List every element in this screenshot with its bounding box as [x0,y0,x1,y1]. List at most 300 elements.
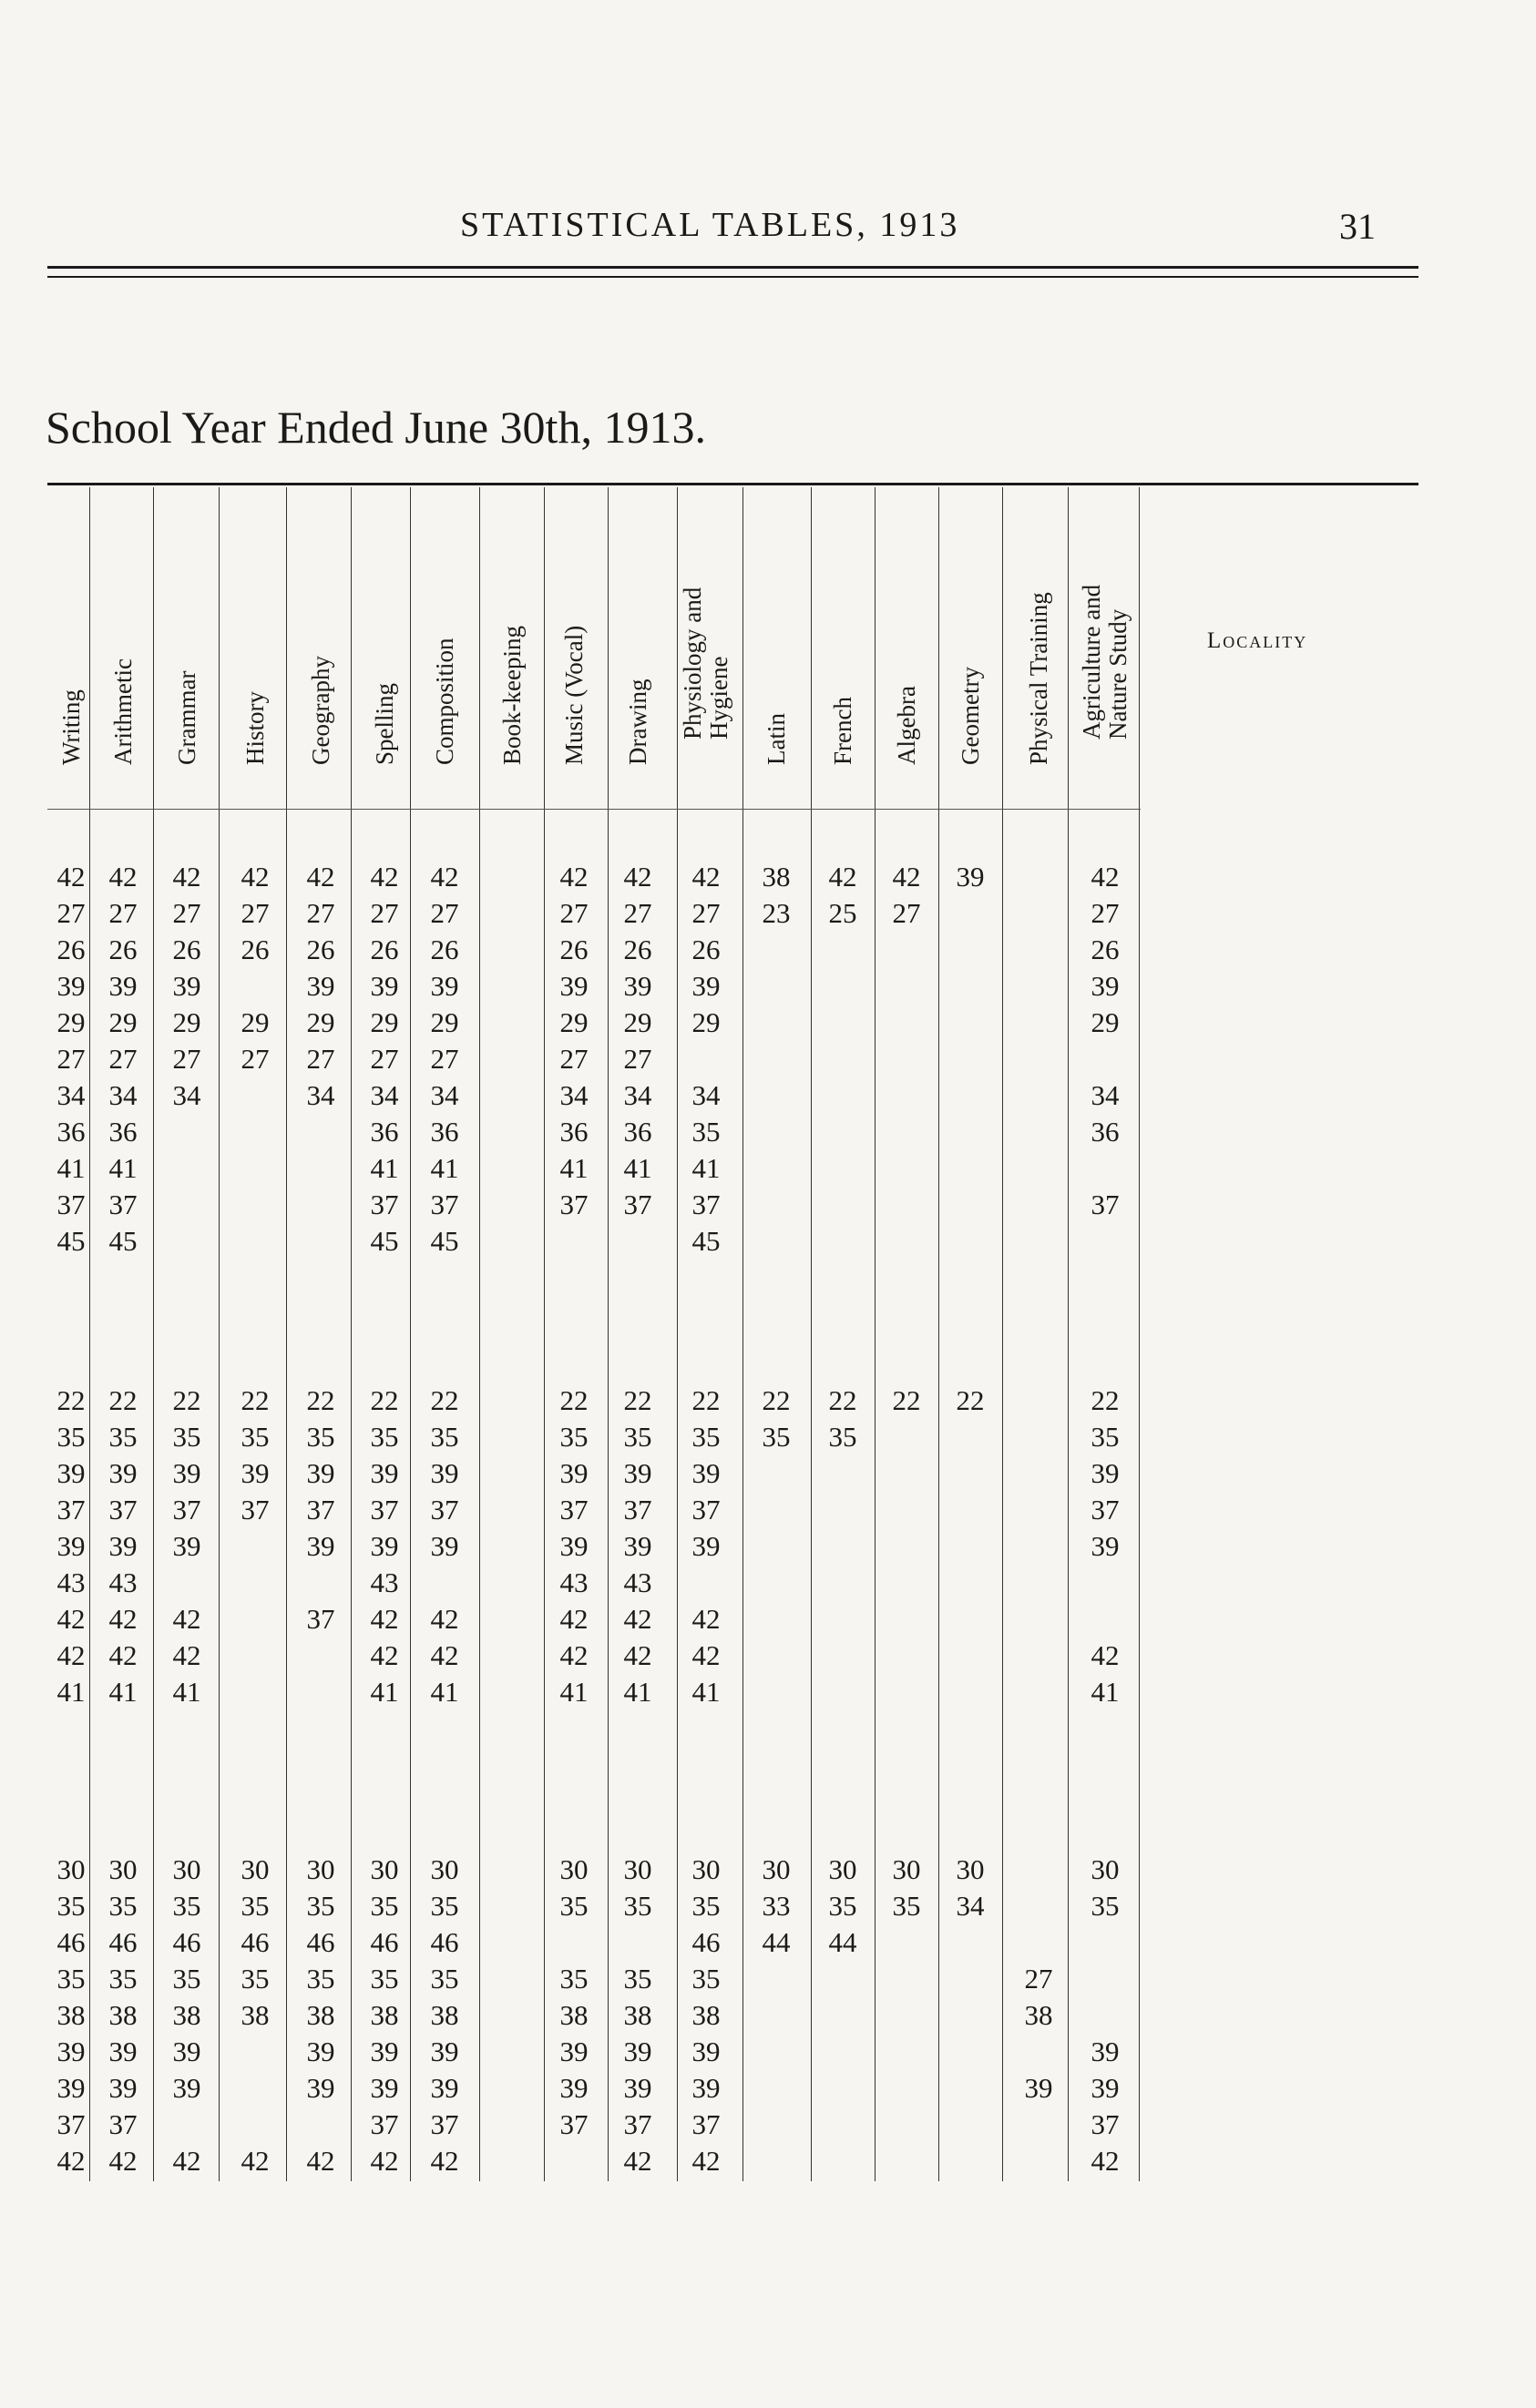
table-cell: 30 [559,1853,589,1885]
table-cell: 42 [691,861,721,893]
table-cell: 37 [306,1494,335,1525]
table-cell: 41 [56,1676,86,1708]
page-header [0,205,1536,260]
table-cell: 22 [430,1384,459,1416]
table-cell: 42 [1091,861,1120,893]
column-divider [1139,487,1140,2181]
table-cell: 39 [956,861,985,893]
column-header-label: French [829,697,856,765]
column-header-music-vocal [547,446,601,792]
table-cell: 27 [56,1043,86,1075]
table-cell: 41 [430,1676,459,1708]
table-cell: 39 [691,2036,721,2067]
table-cell: 39 [56,970,86,1002]
table-cell: 29 [691,1006,721,1038]
table-cell: 35 [370,1890,399,1922]
column-header-arithmetic [96,446,150,792]
table-cell: 30 [430,1853,459,1885]
table-cell: 39 [623,1457,652,1489]
table-cell: 34 [1091,1079,1120,1111]
table-cell: 37 [559,2108,589,2140]
table-cell: 27 [1024,1963,1053,1995]
column-header-label: Algebra [893,686,920,765]
table-cell: 39 [559,2072,589,2104]
table-cell: 37 [172,1494,201,1525]
table-cell: 39 [1024,2072,1053,2104]
table-cell: 39 [56,1530,86,1562]
table-cell: 42 [623,861,652,893]
table-cell: 26 [691,934,721,965]
table-cell: 29 [56,1006,86,1038]
table-cell: 41 [623,1152,652,1184]
table-cell: 46 [108,1926,138,1958]
table-cell: 46 [370,1926,399,1958]
column-header-latin [749,446,804,792]
table-cell: 26 [623,934,652,965]
table-cell: 41 [172,1676,201,1708]
table-cell: 39 [691,970,721,1002]
table-cell: 35 [172,1890,201,1922]
table-cell: 30 [370,1853,399,1885]
table-cell: 39 [1091,1530,1120,1562]
table-cell: 35 [691,1421,721,1453]
column-header-agriculture-and-nature-study [1078,446,1132,792]
table-cell: 41 [1091,1676,1120,1708]
table-cell: 30 [623,1853,652,1885]
table-cell: 39 [370,1457,399,1489]
table-cell: 39 [108,2036,138,2067]
table-cell: 36 [370,1116,399,1148]
column-header-label: Physical Training [1025,592,1052,765]
table-cell: 39 [306,1530,335,1562]
table-cell: 42 [370,861,399,893]
column-header-label: Arithmetic [109,658,137,765]
table-cell: 35 [1091,1421,1120,1453]
table-cell: 35 [306,1421,335,1453]
table-cell: 37 [1091,1189,1120,1220]
table-cell: 30 [892,1853,921,1885]
table-cell: 27 [306,1043,335,1075]
table-cell: 35 [559,1963,589,1995]
table-cell: 26 [1091,934,1120,965]
column-divider [742,487,743,2181]
table-cell: 39 [430,2036,459,2067]
table-cell: 41 [108,1676,138,1708]
column-header-book-keeping [485,446,539,792]
locality-header: Locality [1207,628,1308,653]
table-cell: 39 [691,1457,721,1489]
table-cell: 42 [56,861,86,893]
table-cell: 27 [108,897,138,929]
table-cell: 27 [623,897,652,929]
table-cell: 41 [108,1152,138,1184]
table-cell: 42 [370,2145,399,2177]
column-header-history [228,446,282,792]
table-cell: 35 [691,1116,721,1148]
table-cell: 43 [623,1566,652,1598]
column-header-physiology-and-hygiene [679,446,733,792]
table-cell: 37 [691,1189,721,1220]
column-header-composition [417,446,472,792]
table-cell: 41 [559,1676,589,1708]
table-cell: 41 [370,1676,399,1708]
table-cell: 30 [691,1853,721,1885]
column-header-label: Book-keeping [498,626,526,765]
table-cell: 42 [370,1603,399,1635]
table-cell: 42 [559,1603,589,1635]
table-cell: 42 [1091,2145,1120,2177]
table-cell: 35 [691,1890,721,1922]
table-cell: 39 [370,970,399,1002]
table-cell: 35 [370,1963,399,1995]
table-cell: 27 [691,897,721,929]
table-cell: 39 [241,1457,270,1489]
table-cell: 39 [623,970,652,1002]
table-cell: 26 [306,934,335,965]
table-cell: 34 [956,1890,985,1922]
table-cell: 39 [172,2072,201,2104]
table-cell: 35 [108,1421,138,1453]
table-cell: 27 [430,1043,459,1075]
column-divider [1068,487,1069,2181]
table-cell: 36 [108,1116,138,1148]
table-cell: 38 [108,1999,138,2031]
table-cell: 42 [172,1603,201,1635]
table-cell: 46 [241,1926,270,1958]
column-header-label: Music (Vocal) [560,625,588,765]
table-cell: 35 [691,1963,721,1995]
table-cell: 30 [762,1853,791,1885]
table-cell: 39 [306,2072,335,2104]
table-cell: 35 [241,1890,270,1922]
table-cell: 34 [623,1079,652,1111]
table-cell: 38 [306,1999,335,2031]
table-cell: 39 [691,2072,721,2104]
table-cell: 35 [241,1963,270,1995]
table-cell: 29 [430,1006,459,1038]
page-number: 31 [1339,206,1376,247]
table-cell: 35 [370,1421,399,1453]
table-cell: 27 [306,897,335,929]
table-cell: 27 [172,897,201,929]
table-cell: 37 [56,1189,86,1220]
table-cell: 27 [559,897,589,929]
table-cell: 22 [306,1384,335,1416]
table-cell: 41 [623,1676,652,1708]
table-cell: 27 [56,897,86,929]
table-cell: 35 [306,1890,335,1922]
table-cell: 35 [762,1421,791,1453]
table-cell: 35 [306,1963,335,1995]
table-cell: 45 [108,1225,138,1257]
table-cell: 37 [56,1494,86,1525]
table-cell: 35 [108,1963,138,1995]
table-cell: 30 [956,1853,985,1885]
table-cell: 34 [306,1079,335,1111]
column-header-label: History [241,691,269,765]
table-cell: 45 [691,1225,721,1257]
table-cell: 27 [370,897,399,929]
table-cell: 38 [370,1999,399,2031]
table-cell: 38 [762,861,791,893]
table-cell: 26 [559,934,589,965]
column-divider [479,487,480,2181]
table-cell: 39 [1091,970,1120,1002]
table-cell: 38 [691,1999,721,2031]
table-cell: 42 [241,2145,270,2177]
table-cell: 39 [370,2036,399,2067]
table-cell: 39 [56,2036,86,2067]
table-cell: 22 [623,1384,652,1416]
column-header-spelling [357,446,412,792]
table-cell: 38 [1024,1999,1053,2031]
table-cell: 37 [691,2108,721,2140]
table-cell: 22 [241,1384,270,1416]
table-cell: 38 [559,1999,589,2031]
table-cell: 34 [370,1079,399,1111]
table-cell: 37 [559,1494,589,1525]
table-cell: 35 [623,1421,652,1453]
table-cell: 42 [623,1603,652,1635]
column-header-label: Geography [307,656,334,765]
table-cell: 29 [172,1006,201,1038]
table-cell: 39 [1091,1457,1120,1489]
table-cell: 35 [1091,1890,1120,1922]
table-cell: 41 [56,1152,86,1184]
table-cell: 39 [430,2072,459,2104]
table-cell: 22 [172,1384,201,1416]
table-cell: 29 [108,1006,138,1038]
table-cell: 26 [370,934,399,965]
table-cell: 35 [56,1421,86,1453]
table-cell: 37 [430,1189,459,1220]
column-header-label: Physiology and Hygiene [679,587,732,740]
table-cell: 42 [56,1603,86,1635]
table-cell: 42 [56,2145,86,2177]
table-cell: 42 [172,861,201,893]
table-cell: 42 [691,1603,721,1635]
column-header-label: Spelling [371,682,398,765]
column-divider [875,487,876,2181]
table-cell: 45 [430,1225,459,1257]
table-cell: 42 [691,2145,721,2177]
table-cell: 22 [56,1384,86,1416]
table-cell: 37 [430,1494,459,1525]
table-cell: 27 [370,1043,399,1075]
table-cell: 27 [623,1043,652,1075]
table-cell: 22 [691,1384,721,1416]
table-cell: 43 [559,1566,589,1598]
table-cell: 41 [559,1152,589,1184]
table-cell: 42 [56,1639,86,1671]
table-cell: 42 [623,2145,652,2177]
column-header-algebra [879,446,934,792]
table-cell: 29 [1091,1006,1120,1038]
table-cell: 39 [559,1457,589,1489]
table-cell: 37 [370,1494,399,1525]
table-cell: 22 [762,1384,791,1416]
table-cell: 27 [241,1043,270,1075]
table-cell: 42 [108,861,138,893]
table-cell: 38 [241,1999,270,2031]
table-cell: 34 [108,1079,138,1111]
table-cell: 39 [56,1457,86,1489]
table-cell: 35 [56,1963,86,1995]
table-cell: 39 [306,970,335,1002]
table-cell: 42 [172,2145,201,2177]
table-cell: 22 [828,1384,857,1416]
table-cell: 34 [691,1079,721,1111]
table-cell: 35 [172,1963,201,1995]
table-cell: 34 [559,1079,589,1111]
table-cell: 37 [108,1494,138,1525]
column-header-grammar [159,446,214,792]
table-cell: 36 [430,1116,459,1148]
table-cell: 46 [172,1926,201,1958]
table-cell: 46 [691,1926,721,1958]
table-cell: 22 [559,1384,589,1416]
table-cell: 42 [108,1603,138,1635]
column-divider [938,487,939,2181]
table-cell: 30 [306,1853,335,1885]
table-cell: 38 [172,1999,201,2031]
table-cell: 36 [56,1116,86,1148]
table-cell: 37 [623,2108,652,2140]
table-cell: 30 [172,1853,201,1885]
table-cell: 30 [1091,1853,1120,1885]
table-cell: 42 [430,1639,459,1671]
table-cell: 42 [172,1639,201,1671]
table-cell: 43 [108,1566,138,1598]
table-cell: 27 [1091,897,1120,929]
table-cell: 42 [559,861,589,893]
table-cell: 39 [172,2036,201,2067]
table-cell: 35 [623,1963,652,1995]
table-cell: 26 [430,934,459,965]
table-subtitle: School Year Ended June 30th, 1913. [46,402,706,453]
table-cell: 27 [430,897,459,929]
table-cell: 27 [559,1043,589,1075]
table-cell: 22 [892,1384,921,1416]
column-header-french [815,446,870,792]
column-header-drawing [610,446,665,792]
header-rule-top [47,266,1418,269]
column-header-geometry [943,446,998,792]
table-cell: 42 [430,1603,459,1635]
table-cell: 30 [108,1853,138,1885]
table-cell: 46 [430,1926,459,1958]
table-cell: 34 [172,1079,201,1111]
table-cell: 37 [370,2108,399,2140]
table-cell: 23 [762,897,791,929]
table-cell: 35 [430,1963,459,1995]
table-cell: 29 [241,1006,270,1038]
table-cell: 42 [559,1639,589,1671]
header-rule-bottom [47,276,1418,278]
table-cell: 35 [430,1421,459,1453]
table-cell: 22 [1091,1384,1120,1416]
table-cell: 39 [623,2072,652,2104]
table-cell: 39 [430,1530,459,1562]
table-cell: 37 [241,1494,270,1525]
table-cell: 37 [623,1189,652,1220]
table-cell: 45 [56,1225,86,1257]
table-cell: 29 [370,1006,399,1038]
table-cell: 39 [108,1530,138,1562]
table-cell: 39 [172,1457,201,1489]
table-cell: 22 [108,1384,138,1416]
table-cell: 46 [306,1926,335,1958]
table-cell: 43 [370,1566,399,1598]
table-cell: 42 [241,861,270,893]
table-cell: 27 [241,897,270,929]
table-cell: 38 [430,1999,459,2031]
table-cell: 37 [430,2108,459,2140]
table-cell: 30 [828,1853,857,1885]
table-cell: 26 [108,934,138,965]
table-cell: 26 [172,934,201,965]
column-divider [608,487,609,2181]
table-cell: 39 [559,1530,589,1562]
table-cell: 27 [108,1043,138,1075]
table-cell: 37 [559,1189,589,1220]
header-separator [47,809,1141,810]
column-header-physical-training [1011,446,1066,792]
table-cell: 36 [1091,1116,1120,1148]
table-cell: 39 [108,1457,138,1489]
table-cell: 37 [1091,2108,1120,2140]
column-header-label: Drawing [624,679,651,765]
table-cell: 35 [56,1890,86,1922]
table-cell: 41 [691,1676,721,1708]
table-cell: 42 [691,1639,721,1671]
table-cell: 22 [956,1384,985,1416]
table-cell: 27 [172,1043,201,1075]
table-cell: 42 [892,861,921,893]
column-divider [544,487,545,2181]
column-header-label: Writing [57,689,85,765]
table-cell: 35 [828,1421,857,1453]
table-cell: 37 [1091,1494,1120,1525]
table-cell: 39 [623,2036,652,2067]
table-cell: 30 [241,1853,270,1885]
table-cell: 42 [430,861,459,893]
table-cell: 39 [430,970,459,1002]
column-header-label: Composition [431,638,458,765]
table-cell: 37 [623,1494,652,1525]
column-header-label: Agriculture and Nature Study [1078,584,1132,740]
table-cell: 37 [108,1189,138,1220]
table-cell: 42 [306,2145,335,2177]
column-header-geography [293,446,348,792]
table-cell: 44 [828,1926,857,1958]
table-cell: 35 [828,1890,857,1922]
table-cell: 38 [56,1999,86,2031]
table-cell: 29 [623,1006,652,1038]
table-cell: 33 [762,1890,791,1922]
table-cell: 41 [370,1152,399,1184]
table-cell: 36 [623,1116,652,1148]
table-cell: 39 [370,2072,399,2104]
table-cell: 39 [172,1530,201,1562]
table-cell: 39 [559,2036,589,2067]
table-cell: 26 [241,934,270,965]
table-cell: 37 [108,2108,138,2140]
table-cell: 39 [108,2072,138,2104]
table-cell: 26 [56,934,86,965]
table-cell: 39 [370,1530,399,1562]
table-cell: 38 [623,1999,652,2031]
